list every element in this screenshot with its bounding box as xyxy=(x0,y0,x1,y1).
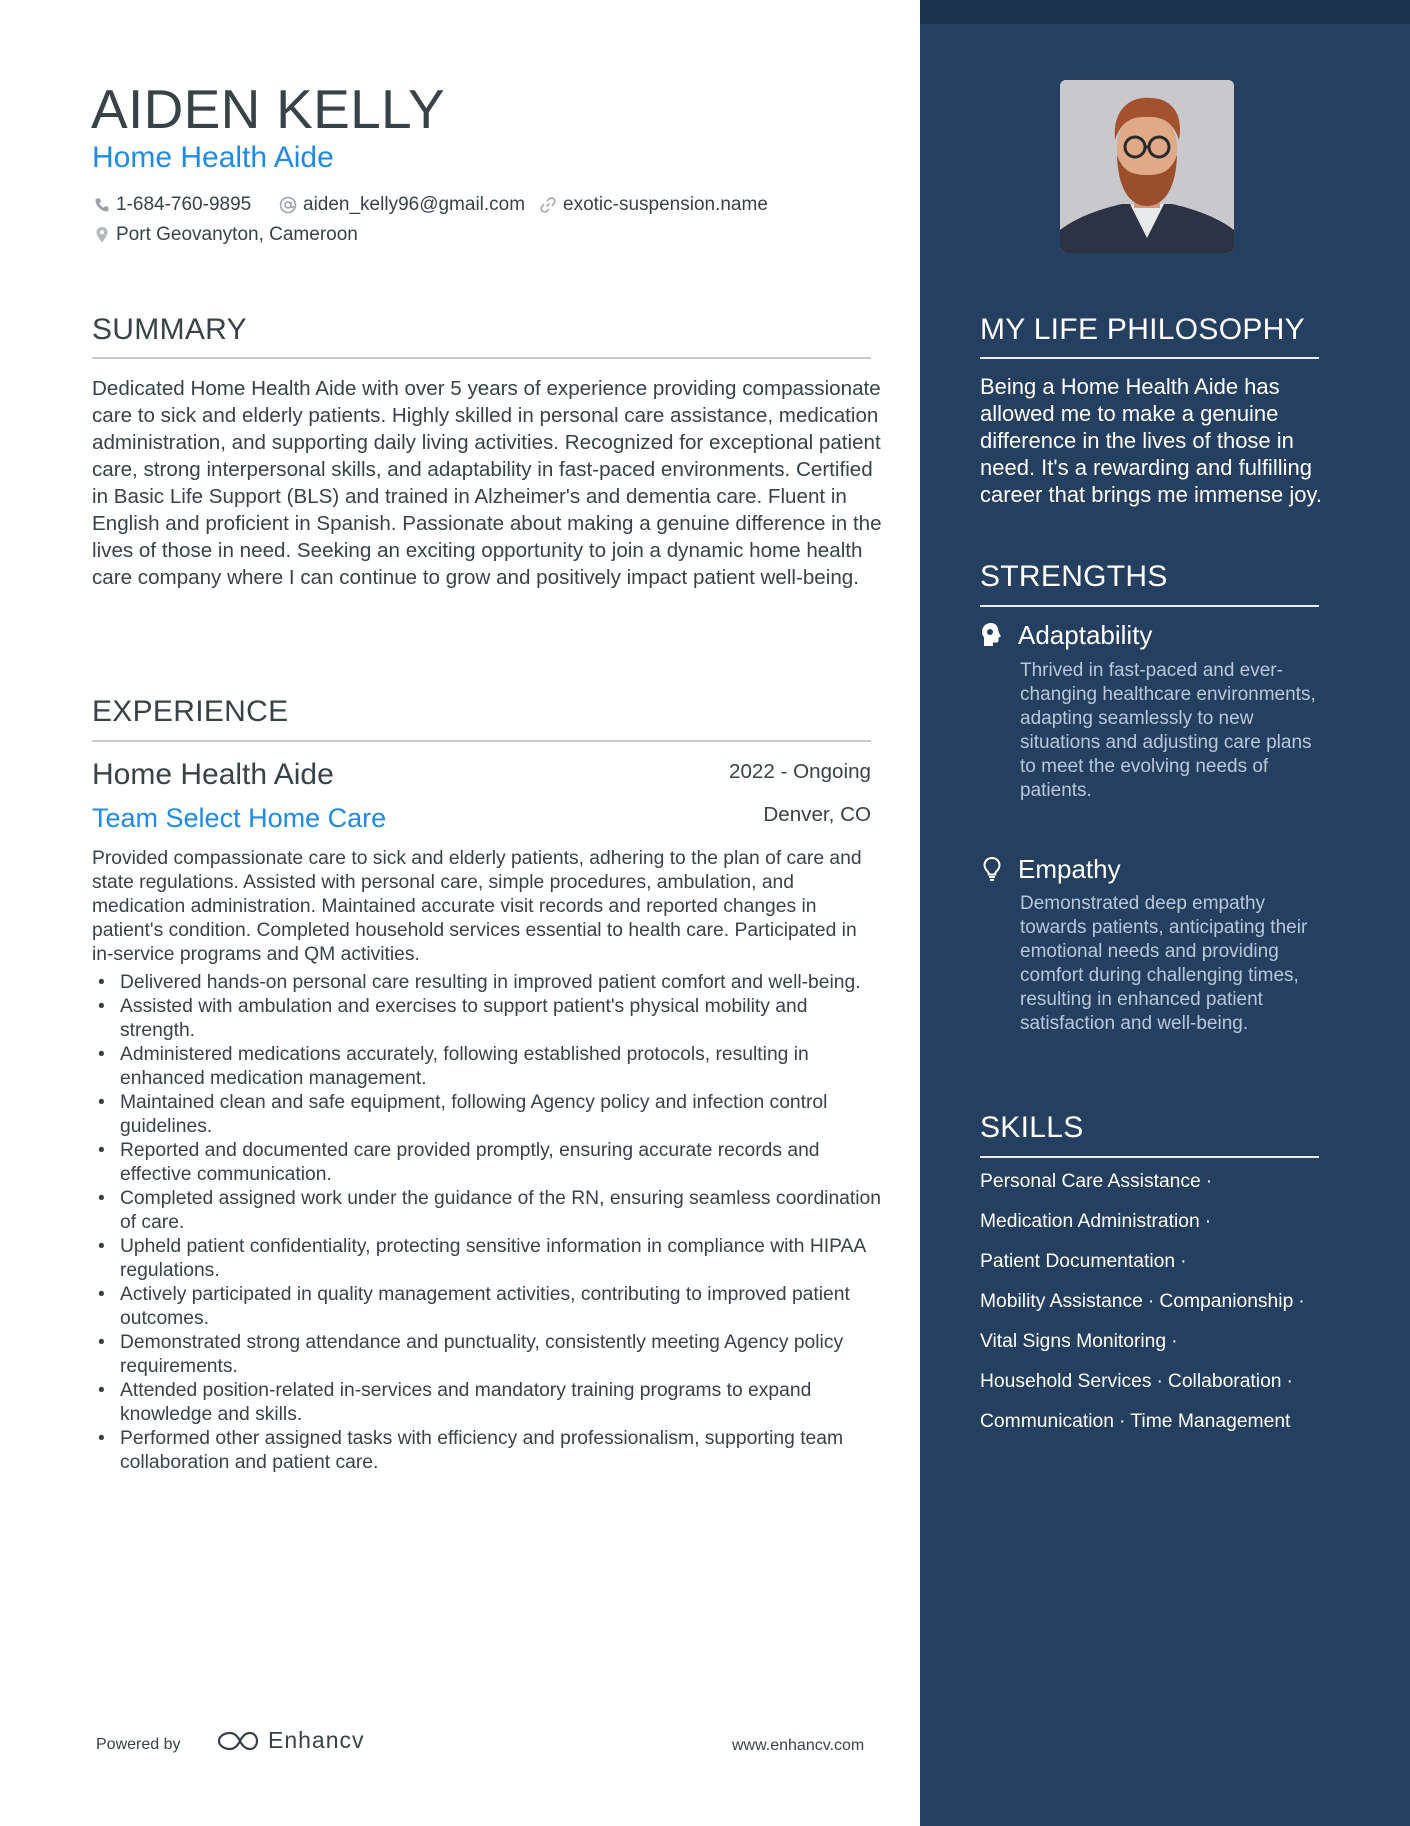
job-location: Denver, CO xyxy=(763,803,871,826)
summary-text: Dedicated Home Health Aide with over 5 years of experience providing compassionate care to sick and elderly patients. Highly skilled in personal care assistance, medication administration, and supporting daily living activities. Recognized for exceptional patient care, strong interpersonal skills, and adaptability in fast-paced environments. Certified in Basic Life Support (BLS) and trained in Alzheimer's and dementia care. Fluent in English and proficient in Spanish. Passionate about making a genuine difference in the lives of those in need. Seeking an exciting opportunity to join a dynamic home health care company where I can continue to grow and positively impact patient well-being. xyxy=(92,377,882,589)
location-text: Port Geovanyton, Cameroon xyxy=(116,224,358,245)
skill-item: Household Services xyxy=(980,1371,1152,1392)
phone-contact[interactable] xyxy=(94,193,251,217)
website-url: exotic-suspension.name xyxy=(563,194,768,215)
job-bullet: • Actively participated in quality management activities, contributing to improved patient outcomes. xyxy=(92,1283,882,1331)
skill-item: Collaboration xyxy=(1167,1371,1282,1392)
skills-row: Medication Administration · xyxy=(980,1211,1212,1232)
strength-empathy xyxy=(980,853,1121,885)
strength-description: Demonstrated deep empathy towards patients, anticipating their emotional needs and providing comfort during challenging times, resulting in enhanced patient satisfaction and well-being. xyxy=(1020,893,1308,1034)
philosophy-heading: MY LIFE PHILOSOPHY xyxy=(980,313,1305,346)
at-icon xyxy=(279,196,297,214)
skills-divider xyxy=(980,1156,1319,1158)
job-bullet: • Completed assigned work under the guidance of the RN, ensuring seamless coordination of care. xyxy=(92,1187,882,1235)
strength-description: Thrived in fast-paced and ever-changing healthcare environments, adapting seamlessly to new situations and adjusting care plans to meet the evolving needs of patients. xyxy=(1020,660,1316,801)
link-icon xyxy=(539,196,557,214)
philosophy-text: Being a Home Health Aide has allowed me to make a genuine difference in the lives of those in need. It's a rewarding and fulfilling career that brings me immense joy. xyxy=(980,374,1322,507)
job-bullet: • Attended position-related in-services and mandatory training programs to expand knowledge and skills. xyxy=(92,1379,882,1427)
job-bullet: • Reported and documented care provided promptly, ensuring accurate records and effective communication. xyxy=(92,1139,882,1187)
skills-heading: SKILLS xyxy=(980,1111,1084,1144)
enhancv-logo-icon xyxy=(216,1729,260,1753)
enhancv-logo[interactable] xyxy=(216,1727,365,1754)
profile-photo xyxy=(1060,80,1234,253)
enhancv-brand-name: Enhancv xyxy=(268,1727,365,1753)
website-contact[interactable] xyxy=(539,193,768,217)
skills-row: Mobility Assistance · Companionship · xyxy=(980,1291,1305,1312)
skill-item: Communication xyxy=(980,1411,1114,1432)
phone-icon xyxy=(94,197,110,213)
skill-item: Time Management xyxy=(1130,1411,1291,1432)
strength-adaptability xyxy=(980,619,1152,651)
job-bullet: • Performed other assigned tasks with efficiency and professionalism, supporting team collaboration and patient care. xyxy=(92,1427,882,1475)
email-address: aiden_kelly96@gmail.com xyxy=(303,194,526,215)
candidate-name: AIDEN KELLY xyxy=(91,78,445,140)
strength-name: Empathy xyxy=(1018,854,1121,884)
skills-row: Communication · Time Management xyxy=(980,1411,1291,1432)
phone-number: 1-684-760-9895 xyxy=(116,194,252,215)
skill-item: Vital Signs Monitoring xyxy=(980,1331,1167,1352)
email-contact[interactable] xyxy=(279,193,525,217)
head-gears-icon xyxy=(980,622,1004,648)
skills-row: Patient Documentation · xyxy=(980,1251,1187,1272)
job-company[interactable]: Team Select Home Care xyxy=(92,803,387,833)
job-bullet: • Demonstrated strong attendance and punctuality, consistently meeting Agency policy requirements. xyxy=(92,1331,882,1379)
experience-heading: EXPERIENCE xyxy=(92,695,289,728)
powered-by-label: Powered by xyxy=(96,1736,181,1753)
summary-heading: SUMMARY xyxy=(92,313,247,346)
experience-divider xyxy=(92,740,871,742)
job-bullet: • Upheld patient confidentiality, protecting sensitive information in compliance with HIPAA regulations. xyxy=(92,1235,882,1283)
skill-item: Companionship xyxy=(1159,1291,1294,1312)
skill-item: Personal Care Assistance xyxy=(980,1171,1201,1192)
skill-item: Mobility Assistance xyxy=(980,1291,1143,1312)
skills-row: Vital Signs Monitoring · xyxy=(980,1331,1178,1352)
sidebar-top-band xyxy=(920,0,1410,24)
location-pin-icon xyxy=(94,226,110,244)
job-bullet-list xyxy=(92,971,882,1475)
job-bullet: • Delivered hands-on personal care resulting in improved patient comfort and well-being. xyxy=(92,971,882,995)
job-bullet: • Maintained clean and safe equipment, following Agency policy and infection control guidelines. xyxy=(92,1091,882,1139)
skills-row: Personal Care Assistance · xyxy=(980,1171,1213,1192)
skills-list xyxy=(980,1170,1340,1450)
job-description: Provided compassionate care to sick and elderly patients, adhering to the plan of care and state regulations. Assisted with personal care, simple procedures, ambulation, and medication administration. Maintained accurate visit records and reported changes in patient's condition. Completed household services essential to health care. Participated in in-service programs and QM activities. xyxy=(92,848,862,965)
candidate-title: Home Health Aide xyxy=(92,141,334,174)
lightbulb-icon xyxy=(980,856,1004,882)
strengths-heading: STRENGTHS xyxy=(980,560,1168,593)
strength-name: Adaptability xyxy=(1018,620,1153,650)
location-contact xyxy=(94,223,358,247)
skills-row: Household Services · Collaboration · xyxy=(980,1371,1293,1392)
job-bullet: • Administered medications accurately, following established protocols, resulting in enhanced medication management. xyxy=(92,1043,882,1091)
job-bullet: • Assisted with ambulation and exercises to support patient's physical mobility and strength. xyxy=(92,995,882,1043)
philosophy-divider xyxy=(980,357,1319,359)
skill-item: Medication Administration xyxy=(980,1211,1200,1232)
summary-divider xyxy=(92,357,871,359)
strengths-divider xyxy=(980,605,1319,607)
skill-item: Patient Documentation xyxy=(980,1251,1176,1272)
job-dates: 2022 - Ongoing xyxy=(729,760,871,783)
profile-photo-illustration xyxy=(1060,80,1234,253)
job-title: Home Health Aide xyxy=(92,758,334,791)
footer-url[interactable]: www.enhancv.com xyxy=(732,1737,865,1754)
